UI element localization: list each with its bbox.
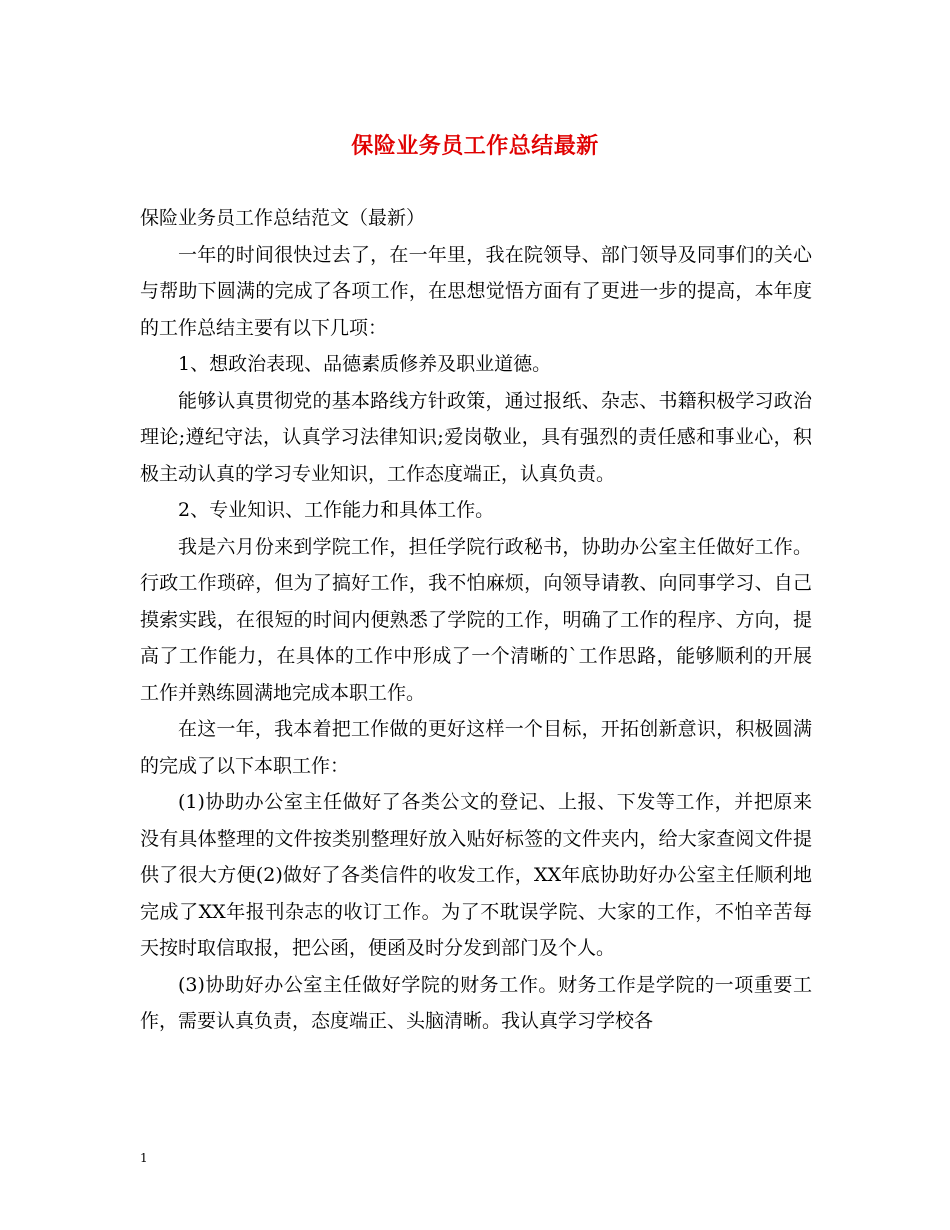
section-heading-2: 2、专业知识、工作能力和具体工作。: [178, 499, 495, 521]
paragraph-section-2: 我是六月份来到学院工作，担任学院行政秘书，协助办公室主任做好工作。行政工作琐碎，但为了搞好工作，我不怕麻烦，向领导请教、向同事学习、自己摸索实践，在很短的时间内便熟悉了学院的工作，明确了工作的程序、方向，提高了工作能力，在具体的工作中形成了一个清晰的`工作思路，能够顺利的开展工作并熟练圆满地完成本职工作。: [140, 535, 812, 704]
paragraph-subtitle: 保险业务员工作总结范文（最新）: [140, 207, 426, 229]
section-heading-1: 1、想政治表现、品德素质修养及职业道德。: [178, 353, 552, 375]
page-number: 1: [140, 1151, 148, 1165]
paragraph-intro: 一年的时间很快过去了，在一年里，我在院领导、部门领导及同事们的关心与帮助下圆满的完成了各项工作，在思想觉悟方面有了更进一步的提高，本年度的工作总结主要有以下几项：: [140, 243, 812, 339]
document-body: [140, 200, 812, 1040]
paragraph-item-3: (3)协助好办公室主任做好学院的财务工作。财务工作是学院的一项重要工作，需要认真负责，态度端正、头脑清晰。我认真学习学校各: [140, 973, 812, 1032]
paragraph-item-1-2: (1)协助办公室主任做好了各类公文的登记、上报、下发等工作，并把原来没有具体整理的文件按类别整理好放入贴好标签的文件夹内，给大家查阅文件提供了很大方便(2)做好了各类信件的收发工作，XX年底协助好办公室主任顺利地完成了XX年报刊杂志的收订工作。为了不耽误学院、大家的工作，不怕辛苦每天按时取信取报，把公函，便函及时分发到部门及个人。: [140, 791, 812, 959]
document-title: 保险业务员工作总结最新: [351, 133, 599, 159]
paragraph-section-1: 能够认真贯彻党的基本路线方针政策，通过报纸、杂志、书籍积极学习政治理论;遵纪守法，认真学习法律知识;爱岗敬业，具有强烈的责任感和事业心，积极主动认真的学习专业知识，工作态度端正，认真负责。: [140, 389, 812, 485]
paragraph-goals: 在这一年，我本着把工作做的更好这样一个目标，开拓创新意识，积极圆满的完成了以下本职工作：: [140, 718, 812, 777]
